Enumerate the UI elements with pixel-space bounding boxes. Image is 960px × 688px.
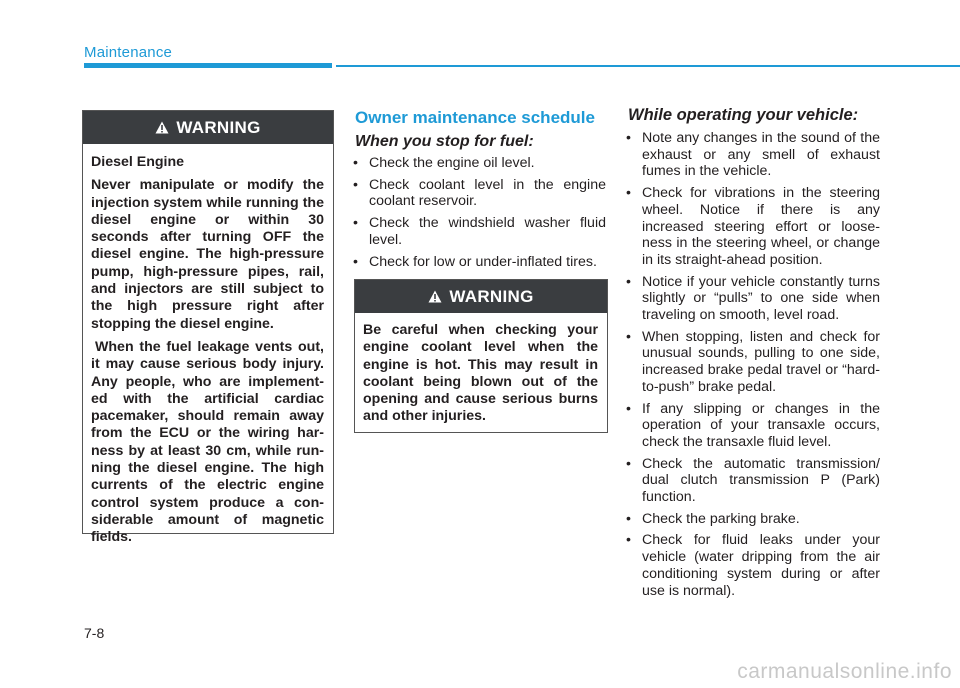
list-item: • Check the parking brake.: [624, 511, 880, 528]
schedule-title: Owner maintenance schedule: [355, 108, 595, 127]
warning-body: [355, 313, 607, 436]
warning-title: WARNING: [176, 117, 261, 137]
list-item: • Note any changes in the sound of the exhaust or any smell of exhaust fumes in the vehicle.: [624, 130, 880, 180]
list-item: • Check the engine oil level.: [351, 155, 606, 172]
warning-heading: Diesel Engine: [91, 154, 185, 170]
list-item: • Check the automatic transmission/ dual clutch transmission P (Park) function.: [624, 456, 880, 506]
fuel-stop-subtitle: When you stop for fuel:: [355, 133, 534, 150]
warning-paragraph: When the fuel leakage vents out, it may cause serious body injury. Any people, who are implement-ed with the artificial cardiac pacemaker, should remain away from the ECU or the wiring har-ness by at least 30 cm, while run-ning the diesel engine. The high currents of the electric engine control system produce a con-siderable amount of magnetic fields.: [91, 338, 324, 546]
diesel-warning-box: [82, 110, 334, 546]
watermark: carmanualsonline.info: [737, 660, 952, 683]
fuel-stop-list: [351, 155, 606, 275]
header-rule-thick: [84, 63, 332, 68]
warning-paragraph: Be careful when checking your engine coolant level when the engine is hot. This may result in coolant being blown out of the opening and cause serious burns and other injuries.: [363, 322, 598, 425]
warning-triangle-icon: [428, 290, 442, 303]
warning-paragraph: Never manipulate or modify the injection system while running the diesel engine or within 30 seconds after turning OFF the diesel engine. The high-pressure pump, high-pressure pipes, rail, and injectors are still subject to the high pressure right after stopping the diesel engine.: [91, 177, 324, 332]
operating-subtitle: While operating your vehicle:: [628, 106, 859, 124]
coolant-warning-box: [354, 279, 608, 433]
list-item: • Check the windshield washer fluid level.: [351, 215, 606, 248]
list-item: • When stopping, listen and check for unusual sounds, pulling to one side, increased brake pedal travel or “hard-to-push” brake pedal.: [624, 329, 880, 396]
list-item: • Check for low or under-inflated tires.: [351, 254, 606, 271]
list-item: • Notice if your vehicle constantly turns slightly or “pulls” to one side when traveling on smooth, level road.: [624, 274, 880, 324]
warning-header: [83, 111, 333, 144]
list-item: • Check for vibrations in the steering wheel. Notice if there is any increased steering effort or loose-ness in the steering wheel, or change in its straight-ahead position.: [624, 185, 880, 269]
warning-header: [355, 280, 607, 313]
warning-title: WARNING: [449, 286, 534, 306]
warning-triangle-icon: [155, 121, 169, 134]
warning-body: [83, 144, 333, 557]
list-item: • Check coolant level in the engine coolant reservoir.: [351, 177, 606, 210]
header-rule-thin: [336, 65, 960, 67]
operating-list: [624, 130, 880, 604]
list-item: • If any slipping or changes in the operation of your transaxle occurs, check the transaxle fluid level.: [624, 401, 880, 451]
page-number: 7-8: [84, 625, 105, 641]
section-label: Maintenance: [84, 44, 173, 61]
list-item: • Check for fluid leaks under your vehicle (water dripping from the air conditioning system during or after use is normal).: [624, 532, 880, 599]
